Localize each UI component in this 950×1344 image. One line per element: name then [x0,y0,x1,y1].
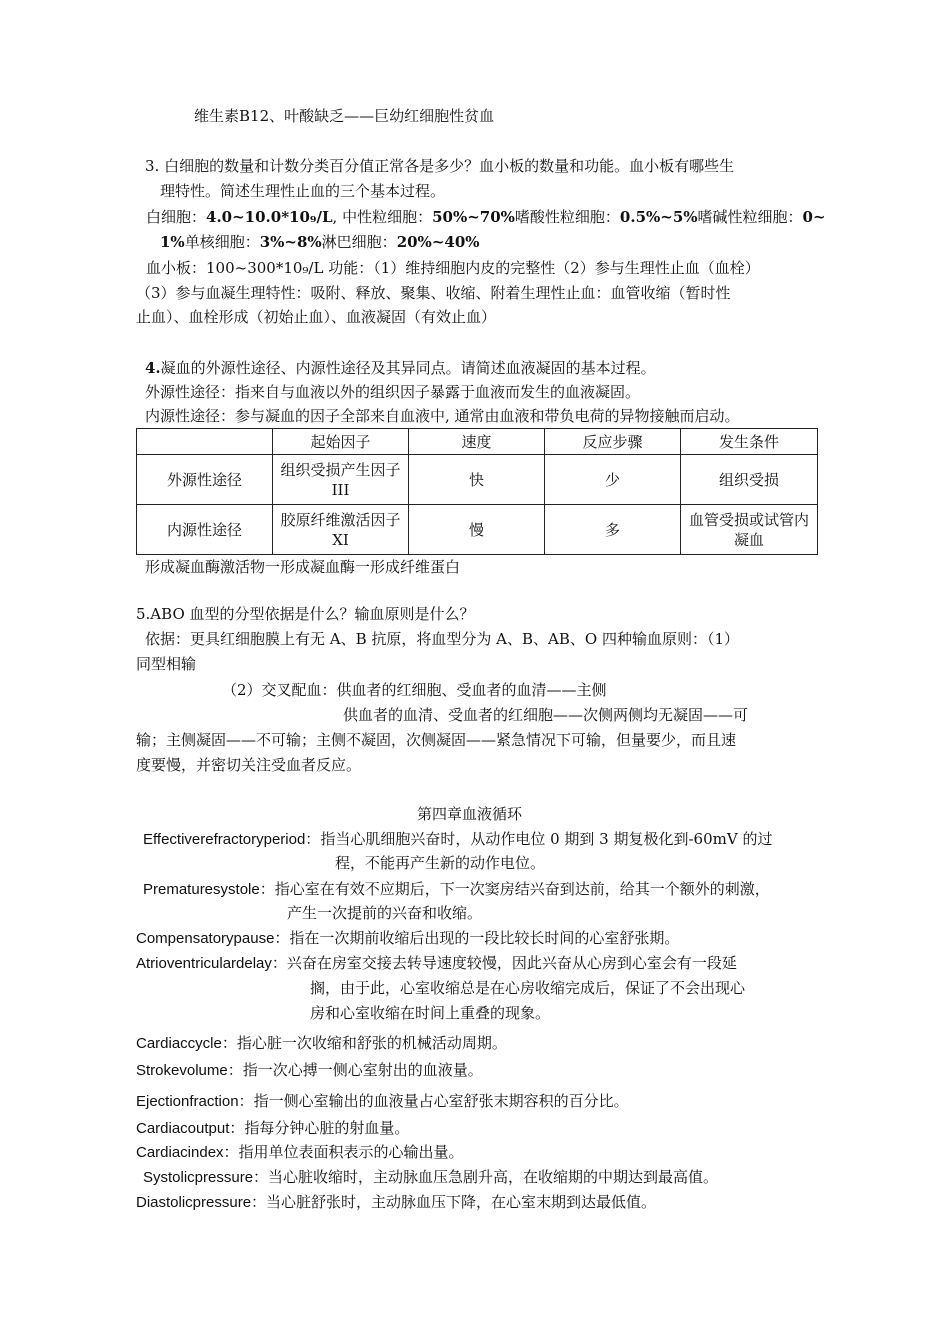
term-entry [136,1091,629,1112]
eosinophil-label: 嗜酸性粒细胞： [514,208,620,226]
term-definition-cont: 搁，由于此，心室收缩总是在心房收缩完成后，保证了不会出现心 [310,979,746,997]
basophil-value-b: 1% [160,233,185,251]
q4-number: 4. [145,359,161,377]
q4-question [145,358,656,378]
eosinophil-value: 0.5%~5% [619,208,698,226]
wbc-value: 4.0~10.0*10₉/L [206,208,333,226]
q5-basis-line1: 依据：更具红细胞膜上有无 A、B 抗原，将血型分为 A、B、AB、O 四种输血原则：（1） [145,630,739,648]
term-entry [136,1142,464,1163]
chapter-title: 第四章血液循环 [417,805,523,823]
table-cell: 组织受损 [681,455,818,505]
q5-crossmatch-line1: （2）交叉配血：供血者的红细胞、受血者的血清——主侧 [222,681,607,699]
term-definition-cont: 程，不能再产生新的动作电位。 [335,854,546,872]
table-cell: 外源性途径 [137,455,273,505]
term-definition: 指当心肌细胞兴奋时，从动作电位 0 期到 3 期复极化到-60mV 的过 [320,830,773,848]
platelet-line2: （3）参与血凝生理特性：吸附、释放、聚集、收缩、附着生理性止血：血管收缩（暂时性 [136,284,731,302]
term-definition: 指每分钟心脏的射血量。 [244,1119,410,1137]
platelet-line1: 血小板：100~300*10₉/L 功能：（1）维持细胞内皮的完整性（2）参与生理性止血（血栓） [146,259,760,277]
lymphocyte-value: 20%~40% [396,233,480,251]
term-definition: 当心脏舒张时，主动脉血压下降，在心室末期到达最低值。 [266,1193,657,1211]
table-cell: 少 [545,455,681,505]
neutrophil-label: , 中性粒细胞： [332,208,433,226]
intrinsic-definition: 内源性途径：参与凝血的因子全部来自血液中, 通常由血液和带负电荷的异物接触而启动。 [145,407,740,425]
term-name: Ejectionfraction： [136,1093,254,1110]
extrinsic-definition: 外源性途径：指来自与血液以外的组织因子暴露于血液而发生的血液凝固。 [145,383,641,401]
term-definition-cont: 产生一次提前的兴奋和收缩。 [287,904,483,922]
term-name: Cardiacoutput： [136,1120,245,1137]
term-entry [136,1192,656,1213]
term-entry [143,1167,718,1188]
term-definition: 指心室在有效不应期后，下一次窦房结兴奋到达前，给其一个额外的刺激， [274,880,770,898]
term-entry [136,1033,507,1054]
term-entry [136,1118,409,1139]
table-cell: 内源性途径 [137,505,273,555]
term-definition: 指心脏一次收缩和舒张的机械活动周期。 [236,1034,507,1052]
term-name: Diastolicpressure： [136,1194,267,1211]
table-header-cell: 发生条件 [681,429,818,455]
table-cell: 胶原纤维激活因子 XI [273,505,409,555]
term-definition: 指用单位表面积表示的心输出量。 [238,1143,464,1161]
q4-question-text: 凝血的外源性途径、内源性途径及其异同点。请简述血液凝固的基本过程。 [160,359,656,377]
term-name: Strokevolume： [136,1062,243,1079]
q5-crossmatch-line4: 度要慢，并密切关注受血者反应。 [136,756,362,774]
table-row [137,455,818,505]
term-entry [143,829,772,850]
coagulation-process: 形成凝血酶激活物一形成凝血酶一形成纤维蛋白 [145,558,461,576]
coagulation-comparison-table [136,428,818,555]
wbc-values-line2 [160,232,480,252]
term-definition: 指在一次期前收缩后出现的一段比较长时间的心室舒张期。 [289,929,680,947]
table-header-cell: 反应步骤 [545,429,681,455]
table-cell: 组织受损产生因子 III [273,455,409,505]
table-cell: 多 [545,505,681,555]
term-definition: 指一次心搏一侧心室射出的血液量。 [242,1061,483,1079]
neutrophil-value: 50%~70% [432,208,515,226]
term-definition: 指一侧心室输出的血液量占心室舒张末期容积的百分比。 [253,1092,629,1110]
term-name: Cardiacindex： [136,1144,239,1161]
table-header-cell: 速度 [409,429,545,455]
anemia-line: 维生素B12、叶酸缺乏——巨幼红细胞性贫血 [194,107,495,125]
term-definition: 兴奋在房室交接去转导速度较慢，因此兴奋从心房到心室会有一段延 [286,954,737,972]
q5-basis-line2: 同型相输 [136,655,197,673]
table-cell: 血管受损或试管内凝血 [681,505,818,555]
table-header-row [137,429,818,455]
q3-question-line2: 理特性。简述生理性止血的三个基本过程。 [160,182,446,200]
term-name: Effectiverefractoryperiod： [143,831,321,848]
basophil-value-a: 0~ [802,208,826,226]
term-definition-cont: 房和心室收缩在时间上重叠的现象。 [310,1004,551,1022]
monocyte-value: 3%~8% [259,233,322,251]
term-name: Compensatorypause： [136,930,290,947]
monocyte-label: 单核细胞： [184,233,260,251]
term-name: Prematuresystole： [143,881,275,898]
lymphocyte-label: 淋巴细胞： [321,233,397,251]
term-entry [136,1060,483,1081]
q5-crossmatch-line3: 输；主侧凝固——不可输；主侧不凝固，次侧凝固——紧急情况下可输，但量要少，而且速 [136,731,737,749]
term-name: Systolicpressure： [143,1169,269,1186]
term-definition: 当心脏收缩时，主动脉血压急剧升高，在收缩期的中期达到最高值。 [268,1168,719,1186]
table-cell: 慢 [409,505,545,555]
table-row [137,505,818,555]
platelet-line3: 止血）、血栓形成（初始止血）、血液凝固（有效止血） [136,308,497,326]
q5-crossmatch-line2: 供血者的血清、受血者的红细胞——次侧两侧均无凝固——可 [343,706,749,724]
table-header-cell: 起始因子 [273,429,409,455]
table-header-cell [137,429,273,455]
term-entry [143,879,770,900]
term-entry [136,928,679,949]
term-entry [136,953,737,974]
term-name: Atrioventriculardelay： [136,955,287,972]
wbc-label: 白细胞： [146,208,207,226]
q5-question: 5.ABO 血型的分型依据是什么？输血原则是什么？ [136,605,475,623]
table-cell: 快 [409,455,545,505]
term-name: Cardiaccycle： [136,1035,237,1052]
wbc-values-line1 [146,207,826,227]
basophil-label: 嗜碱性粒细胞： [697,208,803,226]
q3-question-line1: 3. 白细胞的数量和计数分类百分值正常各是多少？血小板的数量和功能。血小板有哪些生 [145,157,735,175]
